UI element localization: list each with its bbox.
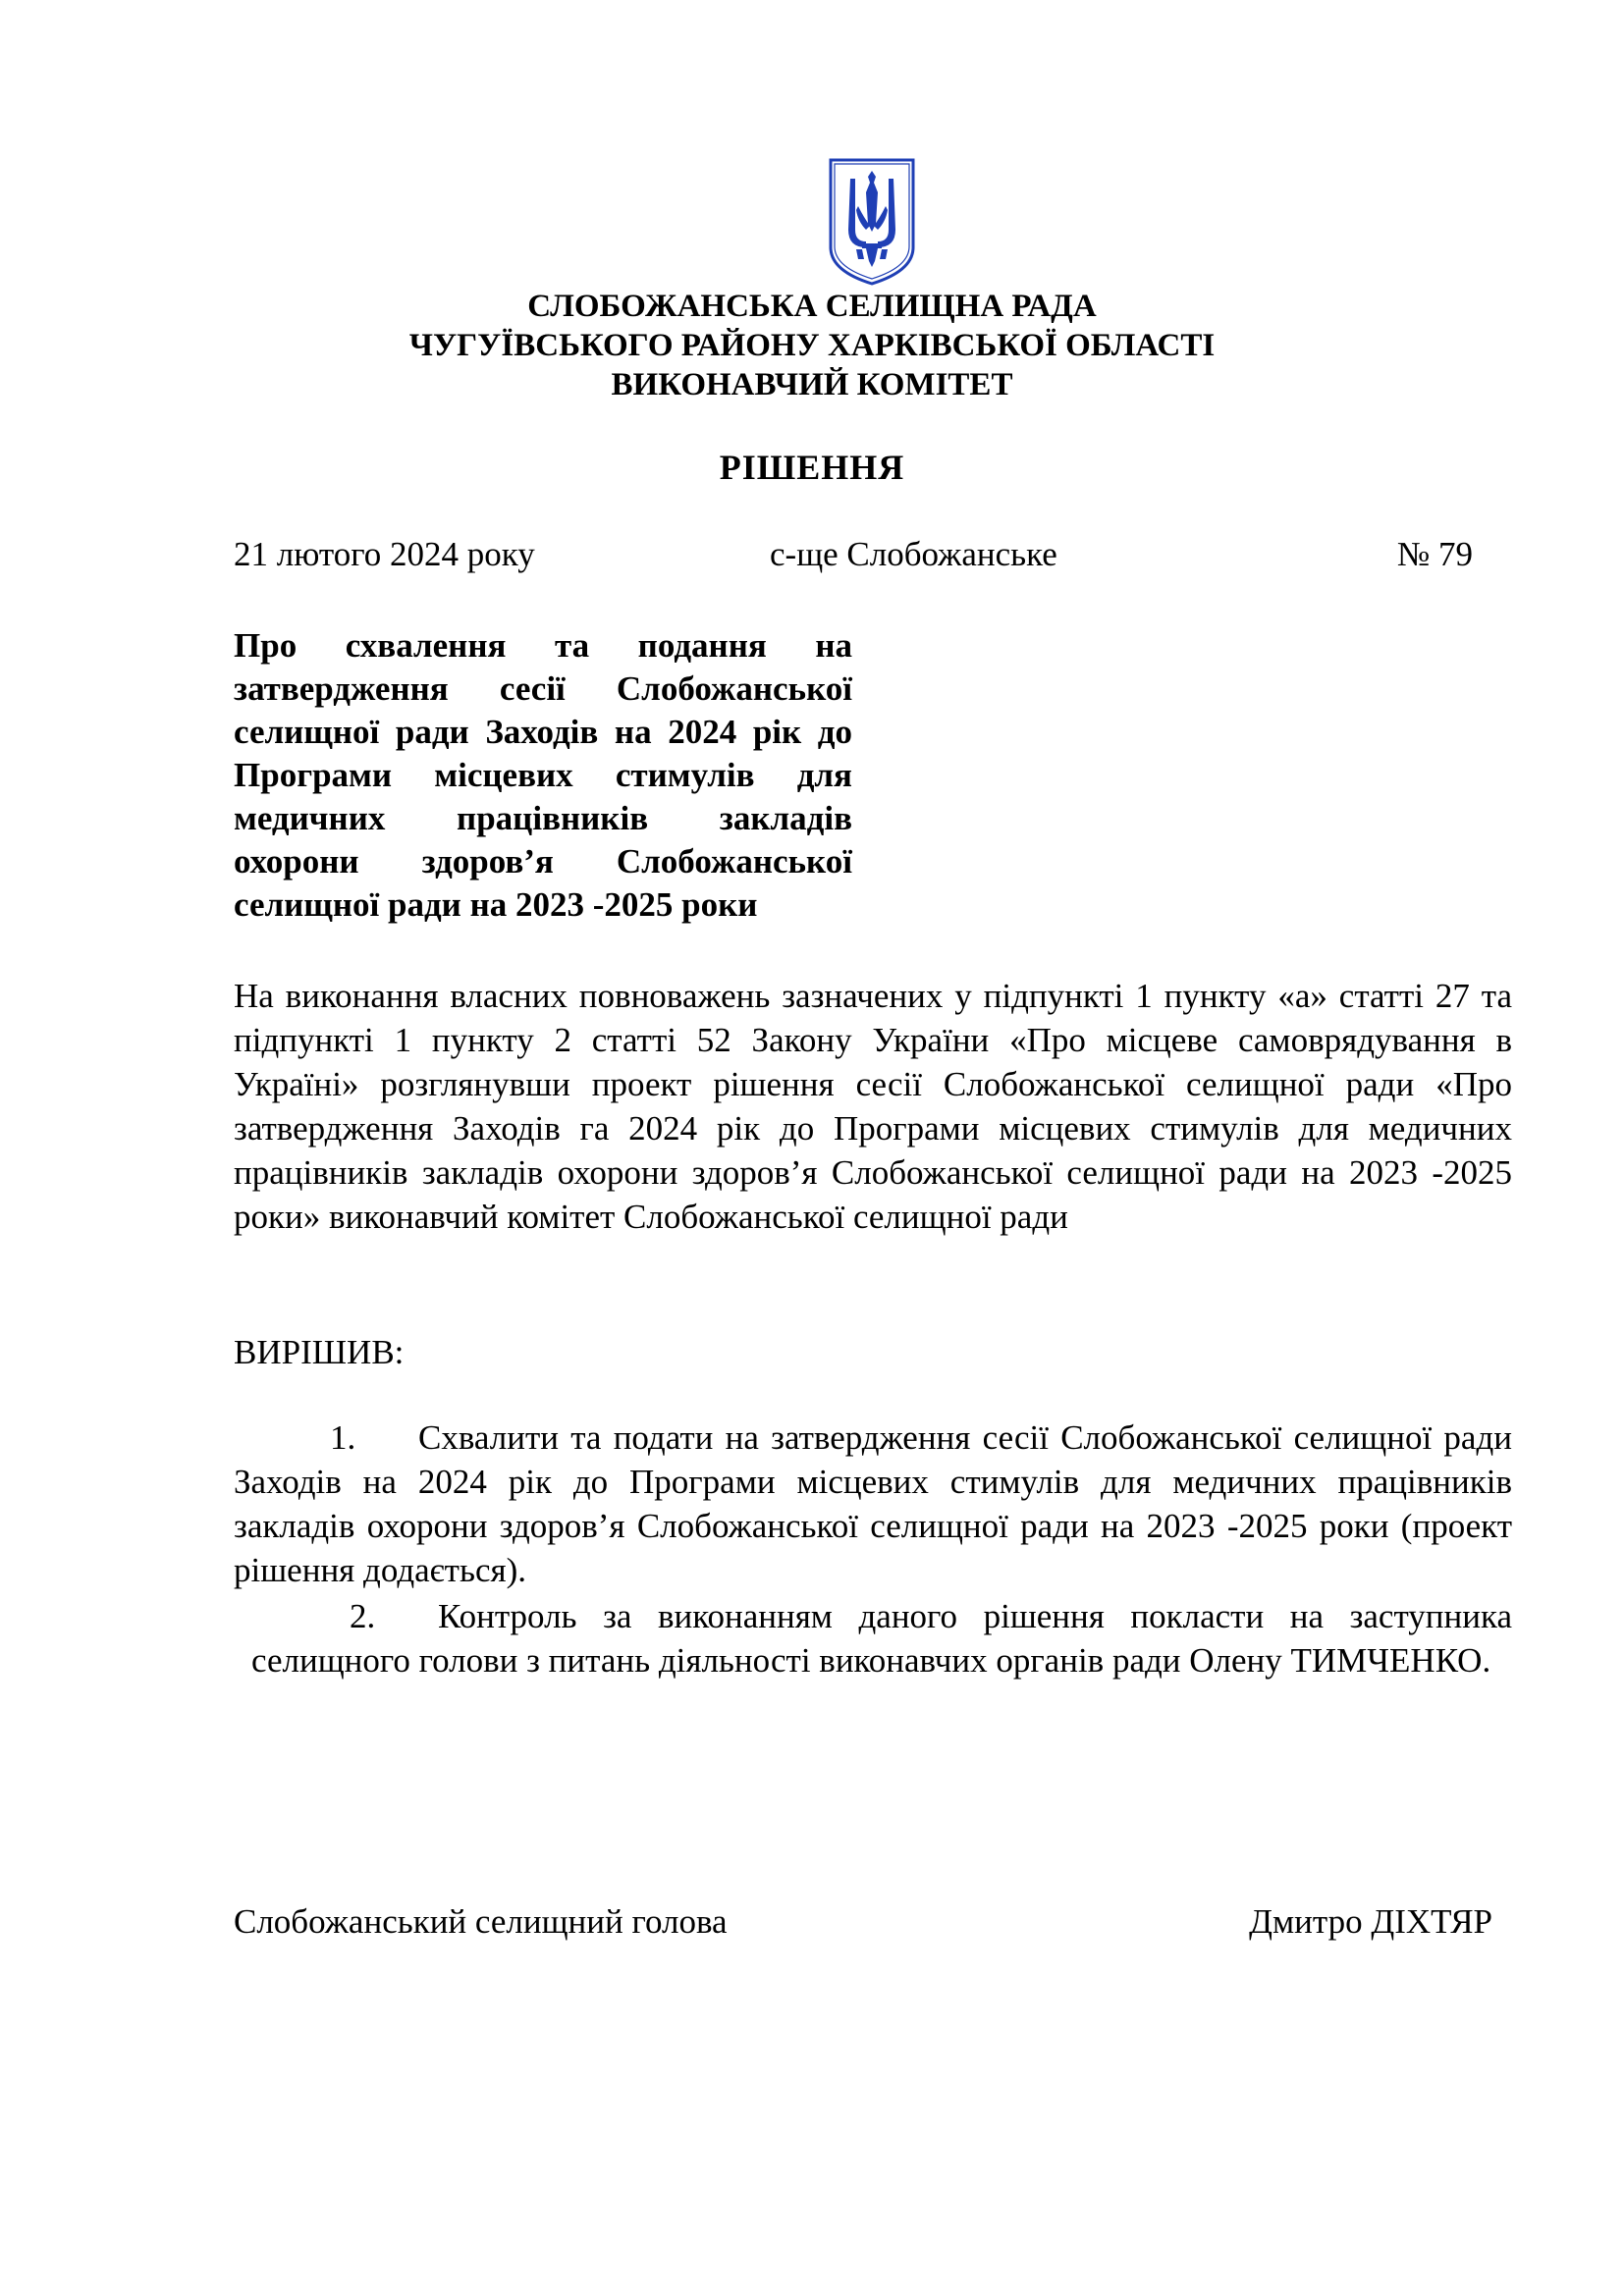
list-item-text: Контроль за виконанням даного рішення покласти на заступника селищного голови з питань діяльності виконавчих органів ради Олену ТИМЧЕНКО. — [251, 1597, 1512, 1680]
document-title: РІШЕННЯ — [719, 448, 905, 487]
org-name-line1: СЛОБОЖАНСЬКА СЕЛИЩНА РАДА — [527, 289, 1097, 324]
list-item-number: 2. — [350, 1597, 376, 1635]
list-item — [251, 1594, 1512, 1682]
signatory-name: Дмитро ДІХТЯР — [1249, 1902, 1492, 1941]
signatory-title: Слобожанський селищний голова — [234, 1902, 728, 1941]
ukraine-coat-of-arms-icon — [827, 157, 917, 287]
decision-date: 21 лютого 2024 року — [234, 535, 535, 573]
org-name-line3: ВИКОНАВЧИЙ КОМІТЕТ — [611, 367, 1013, 402]
list-item-text: Схвалити та подати на затвердження сесії Слобожанської селищної ради Заходів на 2024 рік до Програми місцевих стимулів для медичних працівників закладів охорони здоров’я Слобожанської селищної ради на 2023 -2025 роки (проект рішення додається). — [234, 1418, 1512, 1589]
org-name-line2: ЧУГУЇВСЬКОГО РАЙОНУ ХАРКІВСЬКОЇ ОБЛАСТІ — [408, 328, 1216, 363]
list-item-number: 1. — [330, 1418, 356, 1457]
decision-subject: Про схвалення та подання на затвердження сесії Слобожанської селищної ради Заходів на 2024 рік до Програми місцевих стимулів для медичних працівників закладів охорони здоров’я Слобожанської селищної ради на 2023 -2025 роки — [234, 626, 852, 924]
decision-place: с-ще Слобожанське — [770, 535, 1057, 573]
decided-label: ВИРІШИВ: — [234, 1333, 405, 1371]
preamble-paragraph: На виконання власних повноважень зазначених у підпункті 1 пункту «а» статті 27 та підпункті 1 пункту 2 статті 52 Закону України «Про місцеве самоврядування в Україні» розглянувши проект рішення сесії Слобожанської селищної ради «Про затвердження Заходів га 2024 рік до Програми місцевих стимулів для медичних працівників закладів охорони здоров’я Слобожанської селищної ради на 2023 -2025 роки» виконавчий комітет Слобожанської селищної ради — [234, 977, 1512, 1236]
list-item — [234, 1415, 1512, 1592]
decision-number: № 79 — [1396, 535, 1473, 573]
